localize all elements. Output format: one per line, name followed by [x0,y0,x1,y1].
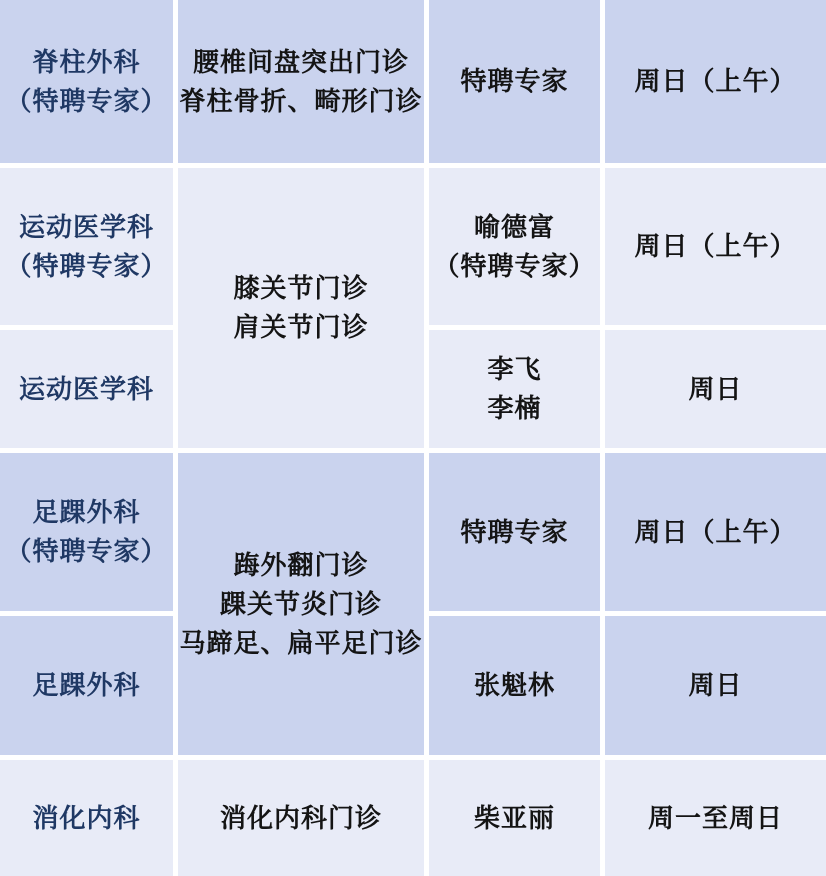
cell-schedule-row6 [605,760,826,876]
cell-clinic-row6 [178,760,424,876]
clinic-line: 脊柱骨折、畸形门诊 [179,85,423,116]
expert-line: （特聘专家） [433,250,596,281]
clinic-line: 踝关节炎门诊 [219,588,382,619]
department-line: （特聘专家） [5,85,168,116]
cell-schedule-row4 [605,453,826,611]
clinic-line: 膝关节门诊 [233,273,369,303]
department-line: 运动医学科 [18,373,154,404]
expert-line: 喻德富 [473,211,555,242]
cell-clinic-row1 [178,0,424,163]
cell-expert-row6 [429,760,600,876]
department-line: （特聘专家） [5,250,168,281]
cell-expert-row5 [429,616,600,755]
expert-line: 李飞 [487,354,542,384]
department-line: 消化内科 [32,802,141,833]
schedule-line: 周日（上午） [634,231,797,261]
department-line: 脊柱外科 [32,46,141,77]
department-line: （特聘专家） [5,536,168,566]
clinic-line: 腰椎间盘突出门诊 [192,46,409,77]
cell-department-row5 [0,616,173,755]
cell-schedule-row2 [605,168,826,325]
cell-expert-row3 [429,330,600,448]
schedule-line: 周日 [688,373,743,404]
cell-department-row4 [0,453,173,611]
expert-line: 张魁林 [473,670,555,700]
schedule-line: 周日（上午） [634,516,797,547]
schedule-line: 周一至周日 [647,802,783,833]
cell-department-row1 [0,0,173,163]
cell-department-row3 [0,330,173,448]
schedule-line: 周日 [688,670,743,700]
department-line: 足踝外科 [32,497,141,527]
expert-line: 特聘专家 [460,66,569,96]
clinic-line: 踇外翻门诊 [233,549,369,580]
cell-schedule-row1 [605,0,826,163]
cell-department-row2 [0,168,173,325]
clinic-line: 消化内科门诊 [219,802,382,833]
department-line: 运动医学科 [18,211,154,242]
expert-line: 特聘专家 [460,516,569,547]
cell-clinic-row2-3-merged [178,168,424,448]
department-line: 足踝外科 [32,670,141,700]
cell-expert-row4 [429,453,600,611]
cell-clinic-row4-5-merged [178,453,424,755]
cell-schedule-row5 [605,616,826,755]
expert-line: 李楠 [487,393,542,423]
clinic-line: 马蹄足、扁平足门诊 [179,627,423,658]
cell-expert-row2 [429,168,600,325]
schedule-line: 周日（上午） [634,66,797,96]
clinic-line: 肩关节门诊 [233,312,369,342]
cell-schedule-row3 [605,330,826,448]
expert-line: 柴亚丽 [473,802,555,833]
cell-department-row6 [0,760,173,876]
cell-expert-row1 [429,0,600,163]
